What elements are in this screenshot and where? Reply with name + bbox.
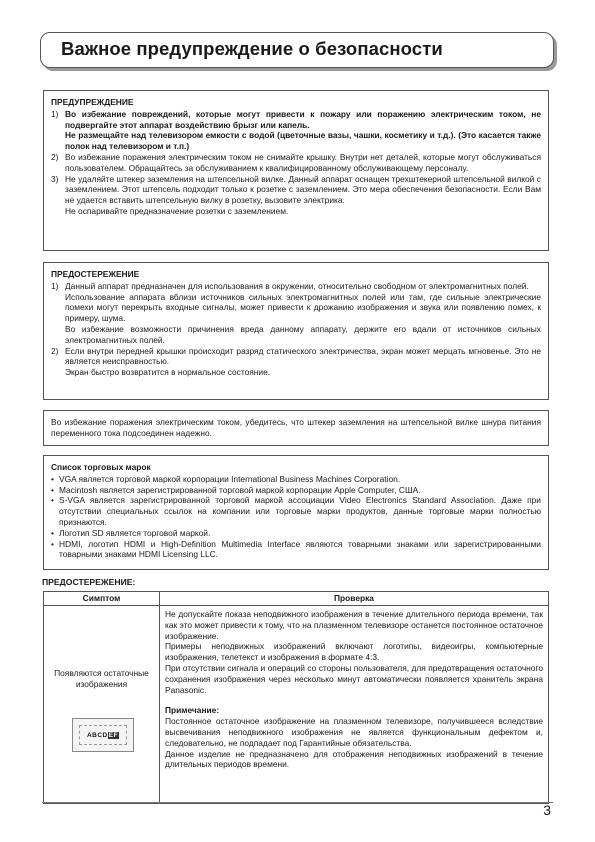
item-number: 1) bbox=[51, 108, 59, 119]
screen-text: ABCD bbox=[86, 732, 108, 739]
screen-text-highlight: EF bbox=[108, 732, 119, 739]
item-text: Данный аппарат предназначен для использования в окружении, относительно свободном от электромагнитных полей. bbox=[65, 280, 529, 291]
caution-box bbox=[43, 262, 549, 400]
trademark-item: • VGA является торговой маркой корпорации International Business Machines Corporation. bbox=[51, 473, 401, 484]
item-text: Не размещайте над телевизором емкости с водой (цветочные вазы, чашки, косметику и т.д.). (Это касается также полок над телевизором и т.п.) bbox=[65, 130, 541, 152]
warning-item bbox=[51, 152, 541, 174]
caution-heading: ПРЕДОСТЕРЕЖЕНИЕ bbox=[51, 269, 140, 279]
ground-note-text: Во избежание поражения электрическим током, убедитесь, что штекер заземления на штепсельной вилке шнура питания переменного тока подсоединен надежно. bbox=[51, 417, 541, 438]
trademarks-heading: Список торговых марок bbox=[51, 462, 151, 472]
item-text: Во избежание поражения электрическим током не снимайте крышку. Внутри нет деталей, которые могут обслуживаться пользователем. Обращайтесь за обслуживанием к квалифицированному обслуживающему персоналу. bbox=[65, 151, 541, 173]
warning-item bbox=[51, 109, 541, 152]
check-cell bbox=[160, 606, 549, 804]
item-text: Использование аппарата вблизи источников сильных электромагнитных полей или там, где сильные электрические помехи могут перекрыть входные сигналы, может привести к дрожанию изображения и звука или появлению помех, к примеру, шума. bbox=[65, 291, 541, 324]
trademarks-box bbox=[43, 455, 549, 570]
note-text: Постоянное остаточное изображение на плазменном телевизоре, получившееся вследствие высвечивания неподвижного изображения не является функциональным дефектом и, следовательно, не подпадает под Гарантийные обязательства. bbox=[165, 716, 543, 748]
check-text: При отсутствии сигнала и операций со стороны пользователя, для предотвращения остаточного сохранения изображения через несколько минут автоматически появляется хранитель экрана Panasonic. bbox=[165, 662, 543, 695]
item-number: 3) bbox=[51, 173, 59, 184]
symptom-cell bbox=[44, 606, 160, 804]
afterimage-screen-illustration bbox=[72, 718, 134, 752]
trademark-item: • Macintosh является зарегистрированной торговой маркой корпорации Apple Computer, США. bbox=[51, 484, 421, 495]
ground-note-box bbox=[43, 410, 549, 446]
item-text: Не удаляйте штекер заземления на штепсельной вилке. Данный аппарат оснащен трехштекерной штепсельной вилкой с заземлением. Этот штепсель подходит только к розетке с заземлением. Это мера обеспечения безопасности. Если Вам не удается вставить штепсельную вилку в розетку, вызовите электрика. bbox=[65, 173, 541, 206]
footer-divider bbox=[42, 802, 553, 803]
table-row bbox=[44, 606, 549, 804]
symptom-label: Появляются остаточные изображения bbox=[54, 668, 149, 689]
item-text: Во избежание повреждений, которые могут привести к пожару или поражению электрическим током, не подвергайте этот аппарат воздействию брызг или капель. bbox=[65, 108, 541, 130]
warning-box bbox=[43, 90, 549, 251]
note-label: Примечание: bbox=[165, 705, 220, 716]
caution-item bbox=[51, 281, 541, 346]
item-text: Не оспаривайте предназначение розетки с заземлением. bbox=[65, 205, 289, 216]
item-number: 2) bbox=[51, 151, 59, 162]
item-number: 2) bbox=[51, 345, 59, 356]
warning-item bbox=[51, 174, 541, 217]
column-header-symptom: Симптом bbox=[44, 592, 160, 606]
trademark-item: • S-VGA является зарегистрированной торговой маркой ассоциации Video Electronics Standard Association. Даже при отсутствии специальных ссылок на компании или торговые марки продуктов, данные торговые марки полностью признаются. bbox=[51, 495, 541, 527]
item-text: Экран быстро возвратится в нормальное состояние. bbox=[65, 367, 271, 378]
note-text: Данное изделие не предназначено для отображения неподвижных изображений в течение длительных периодов времени. bbox=[165, 748, 543, 770]
check-text: Не допускайте показа неподвижного изображения в течение длительного периода времени, так как это может привести к тому, что на плазменном телевизоре останется постоянное остаточное изображение. bbox=[165, 609, 543, 641]
caution-item bbox=[51, 346, 541, 378]
symptom-table-caption: ПРЕДОСТЕРЕЖЕНИЕ: bbox=[42, 577, 136, 587]
trademark-item: • HDMI, логотип HDMI и High-Definition Multimedia Interface являются товарными знаками или зарегистрированными товарными знаками HDMI Licensing LLC. bbox=[51, 538, 541, 560]
title-box bbox=[40, 32, 554, 68]
trademark-item: • Логотип SD является торговой маркой. bbox=[51, 527, 211, 538]
item-number: 1) bbox=[51, 280, 59, 291]
page-number: 3 bbox=[543, 802, 551, 818]
page-title: Важное предупреждение о безопасности bbox=[61, 38, 443, 59]
item-text: Если внутри передней крышки происходит разряд статического электричества, экран может мерцать мгновенье. Это не является неисправностью. bbox=[65, 345, 541, 367]
check-text: Примеры неподвижных изображений включают логотипы, видеоигры, компьютерные изображения, телетекст и изображения в формате 4:3. bbox=[165, 641, 543, 663]
warning-heading: ПРЕДУПРЕЖДЕНИЕ bbox=[51, 97, 134, 107]
item-text: Во избежание возможности причинения вреда данному аппарату, держите его вдали от источников сильных электромагнитных полей. bbox=[65, 323, 541, 345]
column-header-check: Проверка bbox=[160, 592, 549, 606]
symptom-table bbox=[43, 591, 549, 804]
